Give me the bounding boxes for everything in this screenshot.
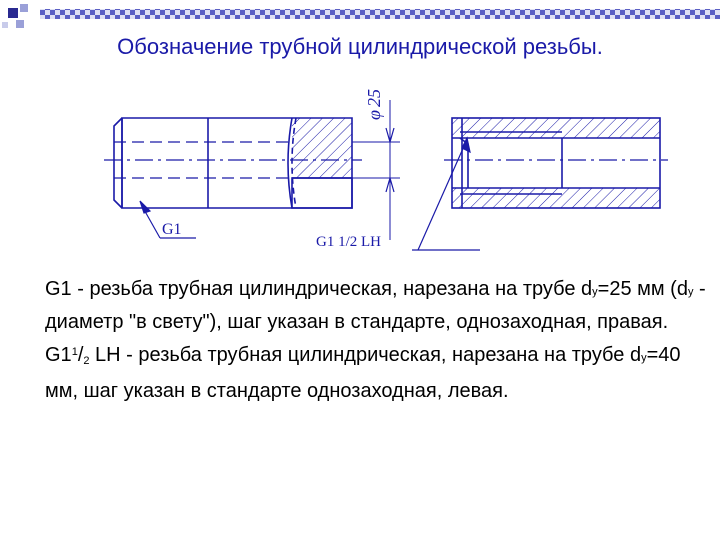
text-part: =40 мм, шаг указан в стандарте однозаходная, левая. [45,344,681,402]
diameter-value: 25 [364,89,384,108]
diameter-dimension [352,100,400,240]
text-part: LH - резьба трубная цилиндрическая, нарезана на трубе d [89,344,642,366]
text-part: G1 [45,344,72,366]
thread-drawing [100,80,680,260]
subscript: y [687,286,694,298]
left-pipe [114,118,352,208]
label-g1: G1 [162,221,182,238]
description-g1 [45,274,715,337]
text-part: G1 - резьба трубная цилиндрическая, нарезана на трубе d [45,278,593,300]
fraction-slash: / [77,344,84,366]
corner-squares [2,4,28,28]
text-part: =25 мм (d [597,278,688,300]
label-g1-1-2-lh: G1 1/2 LH [316,234,381,250]
description [45,274,715,406]
subscript: y [641,352,647,364]
diameter-label [364,89,384,120]
text-part: - диаметр "в свету"), шаг указан в стандарте, однозаходная, правая. [45,278,706,333]
diameter-symbol: φ [364,110,384,120]
fraction-denominator: 2 [83,355,90,367]
description-g1-1-2-lh [45,337,715,406]
checker-band [40,9,720,19]
right-coupling [452,118,660,208]
subscript: y [592,286,598,298]
fraction-numerator: 1 [71,346,78,358]
slide-title: Обозначение трубной цилиндрической резьбы. [117,34,603,59]
